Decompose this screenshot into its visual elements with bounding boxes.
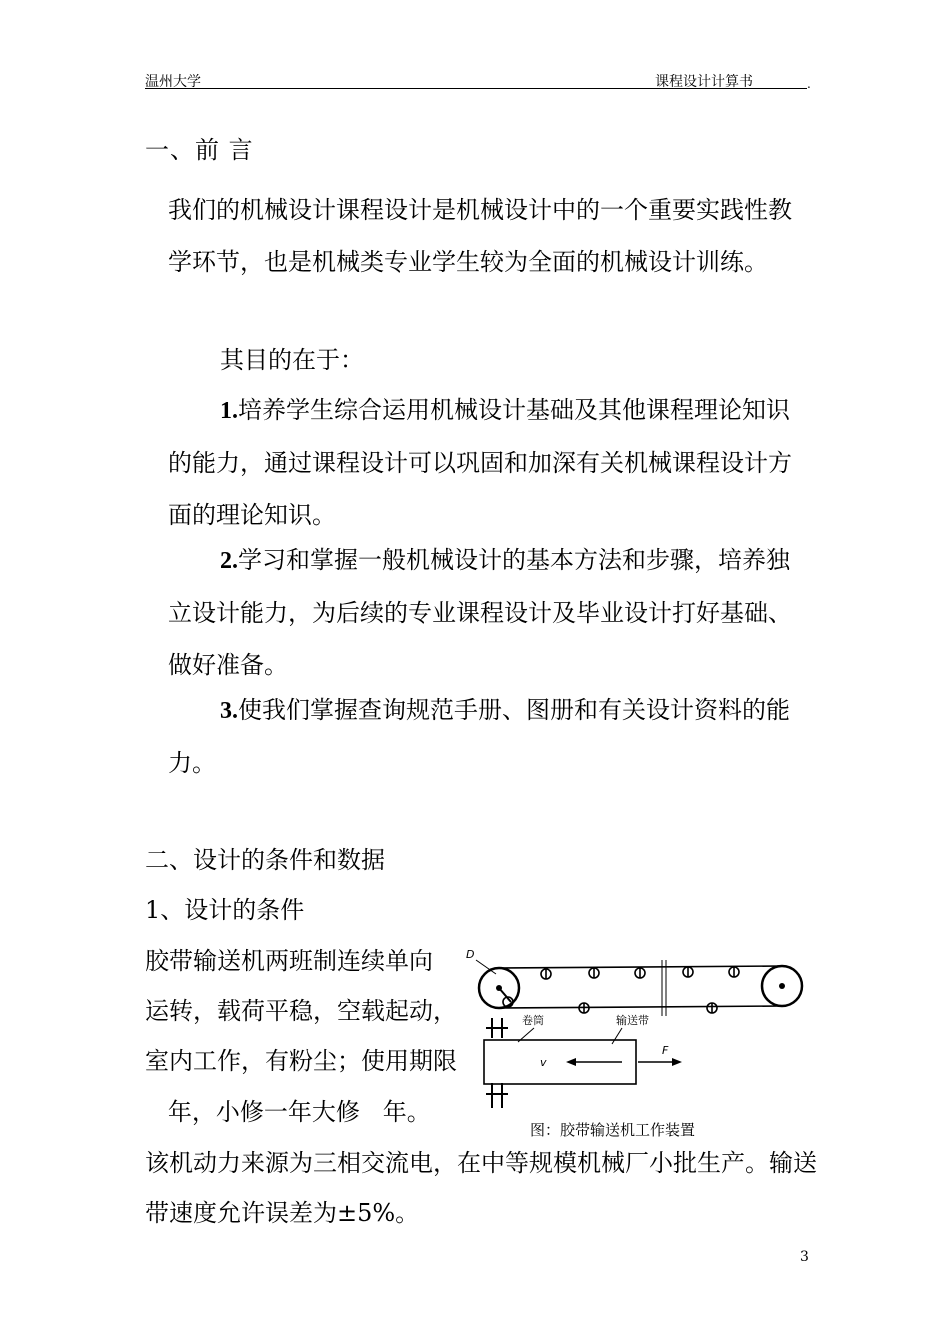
list-item-1-number: 1. xyxy=(220,398,238,424)
drum-bearings xyxy=(486,1018,508,1108)
header-dot: . xyxy=(807,77,811,91)
section1-para2: 其目的在于： xyxy=(220,346,364,374)
section2-subtitle: 1、设计的条件 xyxy=(145,896,305,924)
section1-title: 一、前 言 xyxy=(145,136,254,164)
source-line-2: 带速度允许误差为±5%。 xyxy=(145,1199,420,1227)
belt-conveyor-diagram xyxy=(462,938,810,1118)
figure-label-belt: 输送带 xyxy=(616,1014,649,1027)
header-doc-title: 课程设计计算书 xyxy=(655,74,753,90)
figure-label-f: F xyxy=(662,1044,669,1057)
list-item-1-text: 培养学生综合运用机械设计基础及其他课程理论知识的能力，通过课程设计可以巩固和加深有关机械课程设计方面的理论知识。 xyxy=(168,396,792,529)
condition-line-1: 胶带输送机两班制连续单向 xyxy=(145,947,433,975)
list-item-3-number: 3. xyxy=(220,698,238,724)
figure-label-d: D xyxy=(466,948,475,961)
source-line-1: 该机动力来源为三相交流电，在中等规模机械厂小批生产。输送 xyxy=(145,1149,817,1177)
figure-caption: 图：胶带输送机工作装置 xyxy=(530,1121,696,1139)
condition-line-2: 运转，载荷平稳，空载起动， xyxy=(145,997,457,1025)
list-item-3-text: 使我们掌握查询规范手册、图册和有关设计资料的能力。 xyxy=(168,696,790,777)
list-item-2 xyxy=(168,534,808,691)
belt-bottom xyxy=(499,1006,782,1008)
figure-label-drum: 卷筒 xyxy=(522,1014,544,1027)
list-item-1 xyxy=(168,384,808,541)
list-item-2-number: 2. xyxy=(220,548,238,574)
page-number: 3 xyxy=(800,1249,809,1265)
condition-line-3: 室内工作，有粉尘；使用期限 xyxy=(145,1047,457,1075)
list-item-3 xyxy=(168,684,808,789)
header-school: 温州大学 xyxy=(145,74,201,90)
condition-line-4: 年，小修一年大修 年。 xyxy=(145,1098,431,1126)
header-rule xyxy=(145,88,807,89)
section2-title: 二、设计的条件和数据 xyxy=(145,846,385,874)
figure-label-v: v xyxy=(540,1056,547,1069)
list-item-2-text: 学习和掌握一般机械设计的基本方法和步骤，培养独立设计能力，为后续的专业课程设计及毕业设计打好基础、做好准备。 xyxy=(168,546,792,679)
section1-para1: 我们的机械设计课程设计是机械设计中的一个重要实践性教学环节，也是机械类专业学生较为全面的机械设计训练。 xyxy=(168,196,792,276)
